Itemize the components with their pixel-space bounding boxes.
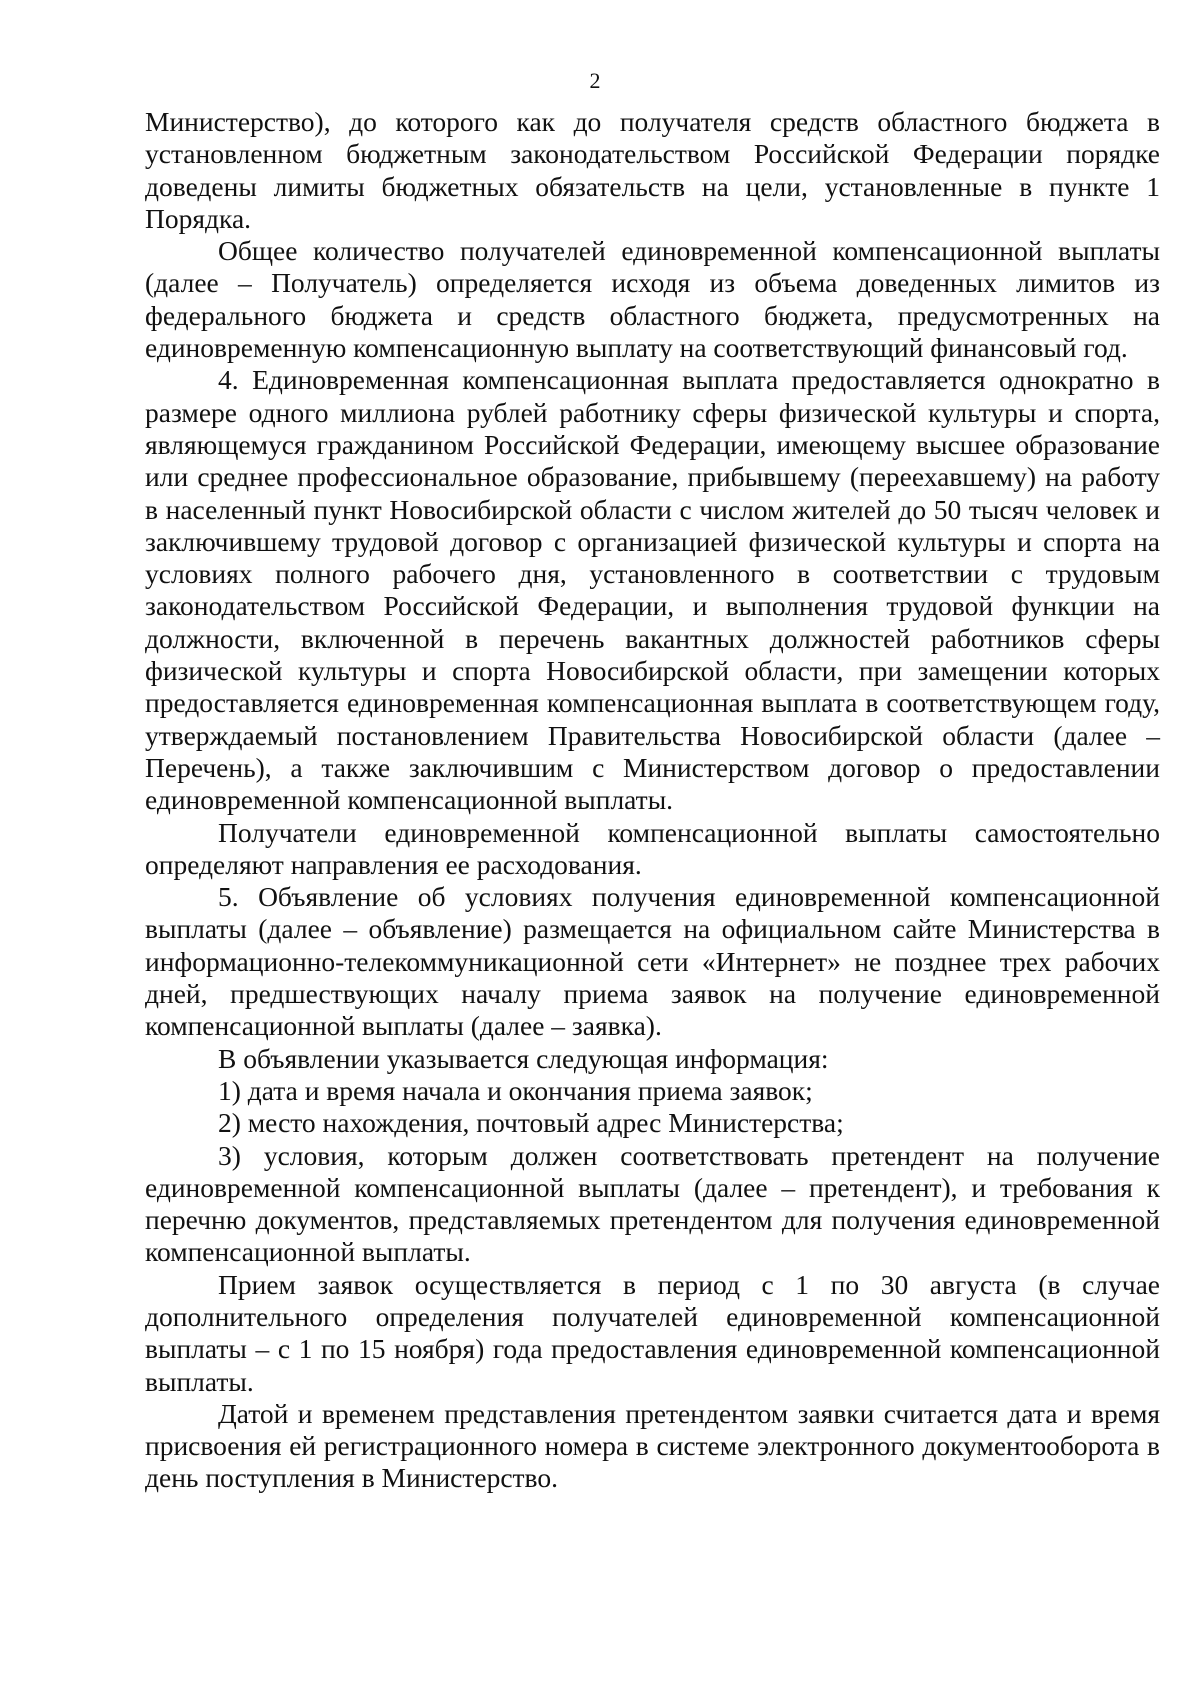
paragraph: Прием заявок осуществляется в период с 1 по 30 августа (в случае дополнительного определения получателей единовременной компенсационной выплаты – с 1 по 15 ноября) года предоставления единовременной компенсационной выплаты. bbox=[145, 1268, 1160, 1397]
document-body bbox=[145, 106, 1160, 1495]
paragraph: Получатели единовременной компенсационной выплаты самостоятельно определяют направления ее расходования. bbox=[145, 816, 1160, 880]
paragraph: Датой и временем представления претендентом заявки считается дата и время присвоения ей регистрационного номера в системе электронного документооборота в день поступления в Министерство. bbox=[145, 1397, 1160, 1494]
paragraph: 1) дата и время начала и окончания приема заявок; bbox=[218, 1074, 813, 1106]
paragraph: Министерство), до которого как до получателя средств областного бюджета в установленном бюджетным законодательством Российской Федерации порядке доведены лимиты бюджетных обязательств на цели, установленные в пункте 1 Порядка. bbox=[145, 106, 1160, 234]
paragraph: В объявлении указывается следующая информация: bbox=[218, 1042, 829, 1074]
paragraph: Общее количество получателей единовременной компенсационной выплаты (далее – Получатель) определяется исходя из объема доведенных лимитов из федерального бюджета и средств областного бюджета, предусмотренных на единовременную компенсационную выплату на соответствующий финансовый год. bbox=[145, 235, 1160, 364]
paragraph: 5. Объявление об условиях получения единовременной компенсационной выплаты (далее – объявление) размещается на официальном сайте Министерства в информационно-телекоммуникационной сети «Интернет» не позднее трех рабочих дней, предшествующих началу приема заявок на получение единовременной компенсационной выплаты (далее – заявка). bbox=[145, 881, 1160, 1042]
page-number: 2 bbox=[589, 68, 601, 93]
paragraph: 3) условия, которым должен соответствовать претендент на получение единовременной компенсационной выплаты (далее – претендент), и требования к перечню документов, представляемых претендентом для получения единовременной компенсационной выплаты. bbox=[145, 1139, 1160, 1268]
paragraph: 2) место нахождения, почтовый адрес Министерства; bbox=[218, 1107, 844, 1139]
paragraph: 4. Единовременная компенсационная выплата предоставляется однократно в размере одного миллиона рублей работнику сферы физической культуры и спорта, являющемуся гражданином Российской Федерации, имеющему высшее образование или среднее профессиональное образование, прибывшему (переехавшему) на работу в населенный пункт Новосибирской области с числом жителей до 50 тысяч человек и заключившему трудовой договор с организацией физической культуры и спорта на условиях полного рабочего дня, установленного в соответствии с трудовым законодательством Российской Федерации, и выполнения трудовой функции на должности, включенной в перечень вакантных должностей работников сферы физической культуры и спорта Новосибирской области, при замещении которых предоставляется единовременная компенсационная выплата в соответствующем году, утверждаемый постановлением Правительства Новосибирской области (далее – Перечень), а также заключившим с Министерством договор о предоставлении единовременной компенсационной выплаты. bbox=[145, 364, 1160, 816]
